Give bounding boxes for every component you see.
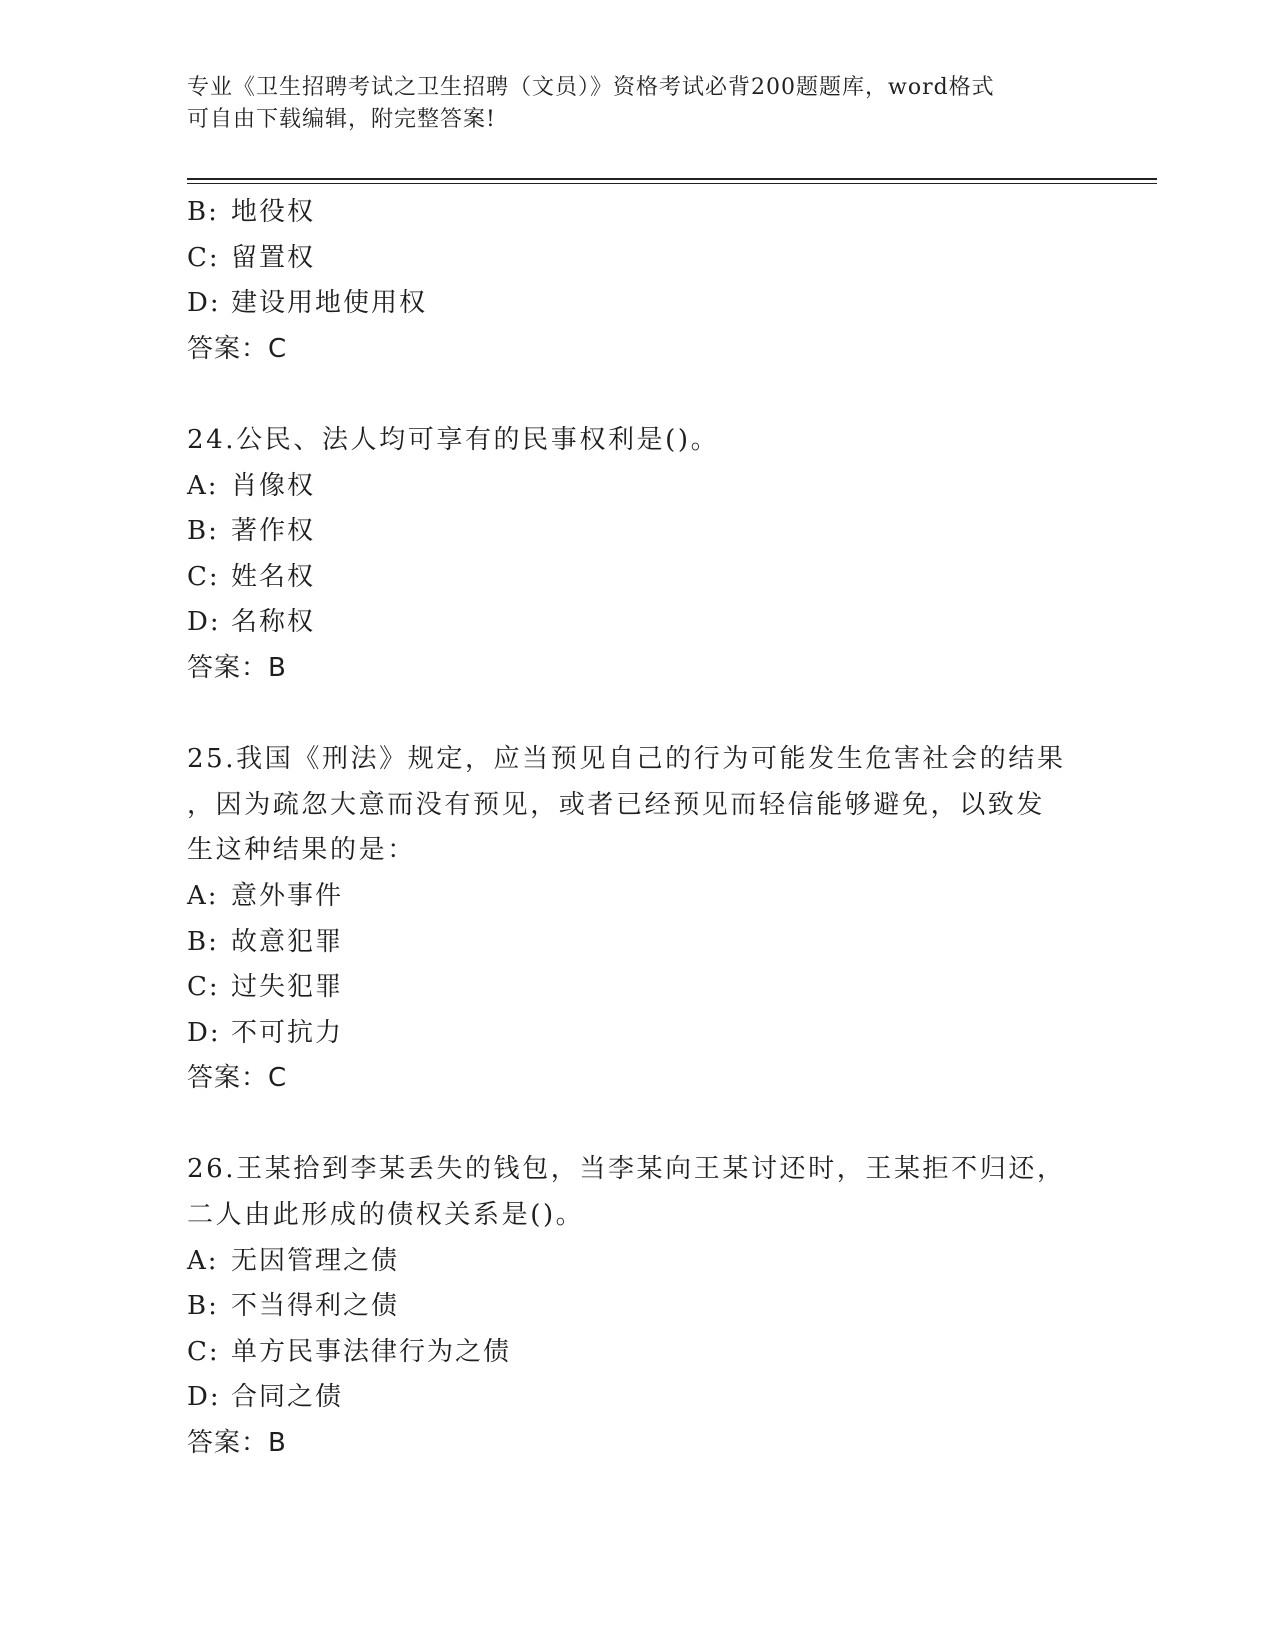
option-c: C: 单方民事法律行为之债 bbox=[187, 1336, 512, 1367]
option-d: D: 建设用地使用权 bbox=[187, 288, 428, 319]
answer: 答案：C bbox=[187, 333, 288, 364]
spacer bbox=[187, 372, 1087, 418]
option-d: D: 名称权 bbox=[187, 607, 316, 638]
question-list bbox=[187, 190, 1087, 1467]
answer: 答案：B bbox=[187, 1428, 287, 1459]
option-b: B: 地役权 bbox=[187, 197, 316, 227]
question-24 bbox=[187, 418, 1087, 692]
question-23 bbox=[187, 190, 1087, 372]
question-26 bbox=[187, 1147, 1087, 1466]
question-stem: 25.我国《刑法》规定，应当预见自己的行为可能发生危害社会的结果 bbox=[187, 744, 1066, 775]
question-stem: 二人由此形成的债权关系是()。 bbox=[187, 1200, 585, 1231]
question-25 bbox=[187, 737, 1087, 1102]
answer: 答案：B bbox=[187, 652, 287, 683]
option-a: A: 肖像权 bbox=[187, 470, 316, 501]
question-stem: 26.王某拾到李某丢失的钱包，当李某向王某讨还时，王某拒不归还， bbox=[187, 1154, 1066, 1185]
option-c: C: 过失犯罪 bbox=[187, 972, 344, 1003]
answer: 答案：C bbox=[187, 1063, 288, 1094]
option-b: B: 故意犯罪 bbox=[187, 926, 344, 957]
option-d: D: 合同之债 bbox=[187, 1382, 344, 1413]
spacer bbox=[187, 692, 1087, 738]
question-stem: ，因为疏忽大意而没有预见，或者已经预见而轻信能够避免，以致发 bbox=[187, 789, 1046, 820]
option-a: A: 无因管理之债 bbox=[187, 1245, 400, 1276]
option-a: A: 意外事件 bbox=[187, 880, 344, 911]
option-b: B: 著作权 bbox=[187, 516, 316, 547]
question-stem: 24.公民、法人均可享有的民事权利是()。 bbox=[187, 424, 720, 455]
option-c: C: 留置权 bbox=[187, 242, 316, 273]
header-line-2: 可自由下载编辑，附完整答案! bbox=[187, 107, 496, 132]
option-b: B: 不当得利之债 bbox=[187, 1291, 400, 1322]
question-stem: 生这种结果的是： bbox=[187, 835, 416, 866]
option-d: D: 不可抗力 bbox=[187, 1017, 344, 1048]
spacer bbox=[187, 1102, 1087, 1148]
option-c: C: 姓名权 bbox=[187, 561, 316, 592]
header-rule-thick bbox=[187, 178, 1157, 180]
document-header bbox=[187, 72, 1067, 136]
header-line-1: 专业《卫生招聘考试之卫生招聘（文员）》资格考试必背200题题库，word格式 bbox=[187, 75, 995, 100]
header-rule-thin bbox=[187, 183, 1157, 184]
